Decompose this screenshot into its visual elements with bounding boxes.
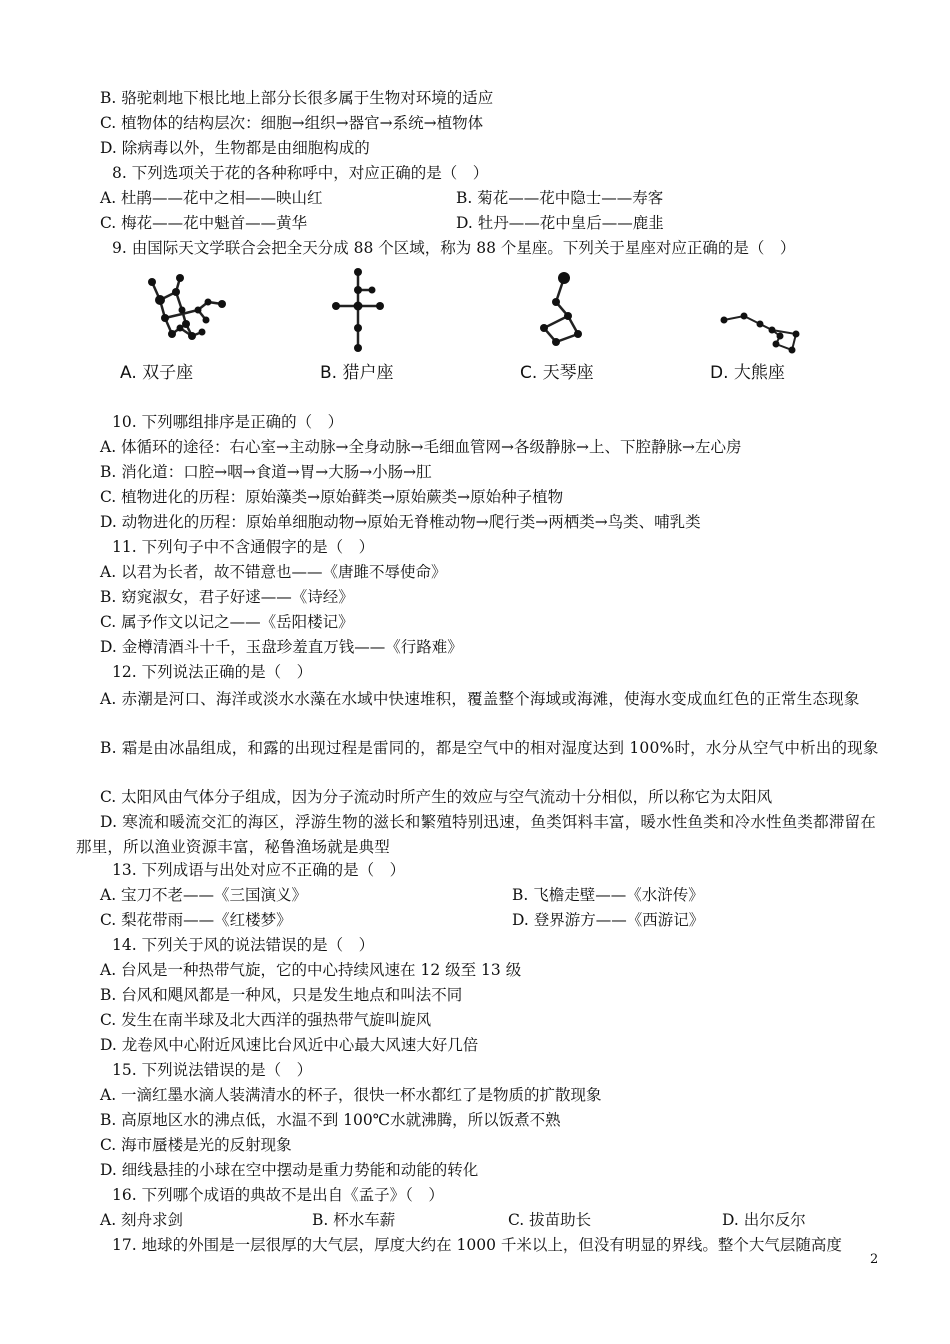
q13-option-b: B. 飞檐走壁——《水浒传》	[512, 886, 704, 904]
q14-option-c: C. 发生在南半球及北大西洋的强热带气旋叫旋风	[100, 1011, 432, 1029]
constellation-c	[520, 262, 690, 387]
q10-option-a: A. 体循环的途径：右心室→主动脉→全身动脉→毛细血管网→各级静脉→上、下腔静脉→左心房	[100, 438, 742, 456]
q8-option-c: C. 梅花——花中魁首——黄华	[100, 214, 308, 232]
q14-option-d: D. 龙卷风中心附近风速比台风近中心最大风速大好几倍	[100, 1036, 479, 1054]
q15-option-c: C. 海市蜃楼是光的反射现象	[100, 1136, 292, 1154]
ursa-major-diagram-icon	[710, 262, 840, 357]
q12-option-d: D. 寒流和暖流交汇的海区，浮游生物的滋长和繁殖特别迅速，鱼类饵料丰富，暖水性鱼类和冷水性鱼类都滞留在那里，所以渔业资源丰富，秘鲁渔场就是典型	[76, 813, 876, 856]
constellation-d-label: D. 大熊座	[710, 363, 785, 383]
q12-option-a: A. 赤潮是河口、海洋或淡水水藻在水域中快速堆积，覆盖整个海域或海滩，使海水变成血红色的正常生态现象	[100, 690, 860, 708]
q13-option-c: C. 梨花带雨——《红楼梦》	[100, 911, 292, 929]
q8-option-a: A. 杜鹃——花中之相——映山红	[100, 189, 323, 207]
question-14: 14. 下列关于风的说法错误的是（ ）	[112, 936, 375, 954]
question-17: 17. 地球的外围是一层很厚的大气层，厚度大约在 1000 千米以上，但没有明显的界线。整个大气层随高度	[112, 1236, 842, 1254]
question-10: 10. 下列哪组排序是正确的（ ）	[112, 413, 344, 431]
constellation-figure	[120, 262, 820, 387]
q13-option-d: D. 登界游方——《西游记》	[512, 911, 705, 929]
q16-option-a: A. 刻舟求剑	[100, 1211, 184, 1229]
q10-option-d: D. 动物进化的历程：原始单细胞动物→原始无脊椎动物→爬行类→两栖类→鸟类、哺乳类	[100, 513, 701, 531]
q11-option-b: B. 窈窕淑女，君子好逑——《诗经》	[100, 588, 354, 606]
q10-option-c: C. 植物进化的历程：原始藻类→原始藓类→原始蕨类→原始种子植物	[100, 488, 564, 506]
q10-option-b: B. 消化道：口腔→咽→食道→胃→大肠→小肠→肛	[100, 463, 432, 481]
question-15: 15. 下列说法错误的是（ ）	[112, 1061, 313, 1079]
constellation-b-label: B. 猎户座	[320, 363, 394, 383]
q7-option-b: B. 骆驼刺地下根比地上部分长很多属于生物对环境的适应	[100, 89, 494, 107]
q13-option-a: A. 宝刀不老——《三国演义》	[100, 886, 308, 904]
q11-option-a: A. 以君为长者，故不错意也——《唐雎不辱使命》	[100, 563, 447, 581]
q14-option-a: A. 台风是一种热带气旋，它的中心持续风速在 12 级至 13 级	[100, 961, 522, 979]
q7-option-c: C. 植物体的结构层次：细胞→组织→器官→系统→植物体	[100, 114, 484, 132]
q8-option-d: D. 牡丹——花中皇后——鹿韭	[456, 214, 664, 232]
constellation-a-label: A. 双子座	[120, 363, 194, 383]
q12-option-b: B. 霜是由冰晶组成，和露的出现过程是雷同的，都是空气中的相对湿度达到 100%时，水分从空气中析出的现象	[100, 739, 879, 757]
question-16: 16. 下列哪个成语的典故不是出自《孟子》（ ）	[112, 1186, 444, 1204]
q15-option-a: A. 一滴红墨水滴人装满清水的杯子，很快一杯水都红了是物质的扩散现象	[100, 1086, 602, 1104]
question-13: 13. 下列成语与出处对应不正确的是（ ）	[112, 861, 406, 879]
q11-option-d: D. 金樽清酒斗十千，玉盘珍羞直万钱——《行路难》	[100, 638, 463, 656]
q12-option-c: C. 太阳风由气体分子组成，因为分子流动时所产生的效应与空气流动十分相似，所以称它为太阳风	[100, 788, 773, 806]
gemini-diagram-icon	[120, 262, 260, 357]
question-9: 9. 由国际天文学联合会把全天分成 88 个区域，称为 88 个星座。下列关于星座对应正确的是（ ）	[112, 239, 796, 257]
constellation-b	[320, 262, 490, 387]
constellation-d	[710, 262, 880, 387]
q15-option-d: D. 细线悬挂的小球在空中摆动是重力势能和动能的转化	[100, 1161, 479, 1179]
q7-option-d: D. 除病毒以外，生物都是由细胞构成的	[100, 139, 370, 157]
constellation-c-label: C. 天琴座	[520, 363, 594, 383]
lyra-diagram-icon	[520, 262, 640, 357]
q8-option-b: B. 菊花——花中隐士——寿客	[456, 189, 664, 207]
page-number: 2	[870, 1252, 879, 1267]
constellation-a	[120, 262, 290, 387]
question-11: 11. 下列句子中不含通假字的是（ ）	[112, 538, 375, 556]
q14-option-b: B. 台风和飓风都是一种风，只是发生地点和叫法不同	[100, 986, 463, 1004]
question-12: 12. 下列说法正确的是（ ）	[112, 663, 313, 681]
q15-option-b: B. 高原地区水的沸点低，水温不到 100℃水就沸腾，所以饭煮不熟	[100, 1111, 561, 1129]
q16-option-b: B. 杯水车薪	[312, 1211, 396, 1229]
q16-option-d: D. 出尔反尔	[722, 1211, 806, 1229]
q11-option-c: C. 属予作文以记之——《岳阳楼记》	[100, 613, 354, 631]
q16-option-c: C. 拔苗助长	[508, 1211, 592, 1229]
question-8: 8. 下列选项关于花的各种称呼中，对应正确的是（ ）	[112, 164, 489, 182]
orion-diagram-icon	[320, 262, 440, 357]
